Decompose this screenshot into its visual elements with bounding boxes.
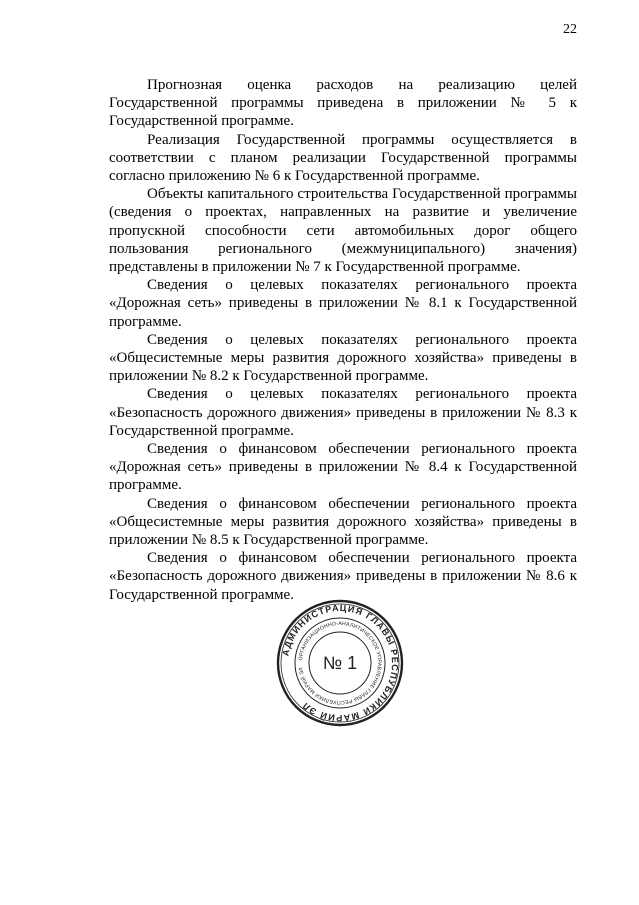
- stamp-inner-text: ОРГАНИЗАЦИОННО-АНАЛИТИЧЕСКОЕ УПРАВЛЕНИЕ ГЛАВЫ РЕСПУБЛИКИ МАРИЙ ЭЛ: [298, 620, 383, 706]
- paragraph-capital-construction: Объекты капитального строительства Государственной программы (сведения о проектах, направленных на развитие и увеличение пропускной способности сети автомобильных дорог общего пользования регионального (межмуниципального) значения) представлены в приложении № 7 к Государственной программе.: [109, 186, 577, 276]
- paragraph-road-safety-finance: Сведения о финансовом обеспечении регионального проекта «Безопасность дорожного движения» приведены в приложении № 8.6 к Государственной программе.: [109, 550, 577, 603]
- paragraph-forecast-expenses: Прогнозная оценка расходов на реализацию целей Государственной программы приведена в приложении № 5 к Государственной программе.: [109, 77, 577, 130]
- paragraph-road-measures-targets: Сведения о целевых показателях регионального проекта «Общесистемные меры развития дорожного хозяйства» приведены в приложении № 8.2 к Государственной программе.: [109, 331, 577, 385]
- stamp-center-text: № 1: [322, 653, 358, 673]
- page-number: 22: [563, 22, 577, 37]
- paragraph-implementation-plan: Реализация Государственной программы осуществляется в соответствии с планом реализации Государственной программы согласно приложению № 6 к Государственной программе.: [109, 131, 577, 185]
- official-stamp: [275, 598, 405, 728]
- paragraph-road-measures-finance: Сведения о финансовом обеспечении регионального проекта «Общесистемные меры развития дорожного хозяйства» приведены в приложении № 8.5 к Государственной программе.: [109, 495, 577, 549]
- paragraph-road-network-targets: Сведения о целевых показателях регионального проекта «Дорожная сеть» приведены в приложении № 8.1 к Государственной программе.: [109, 277, 577, 330]
- body-text: [109, 76, 577, 604]
- paragraph-road-safety-targets: Сведения о целевых показателях регионального проекта «Безопасность дорожного движения» приведены в приложении № 8.3 к Государственной программе.: [109, 386, 577, 439]
- stamp-seal-graphic: [275, 598, 405, 728]
- stamp-outer-text: АДМИНИСТРАЦИЯ ГЛАВЫ РЕСПУБЛИКИ МАРИЙ ЭЛ: [280, 602, 401, 724]
- paragraph-road-network-finance: Сведения о финансовом обеспечении регионального проекта «Дорожная сеть» приведены в приложении № 8.4 к Государственной программе.: [109, 441, 577, 494]
